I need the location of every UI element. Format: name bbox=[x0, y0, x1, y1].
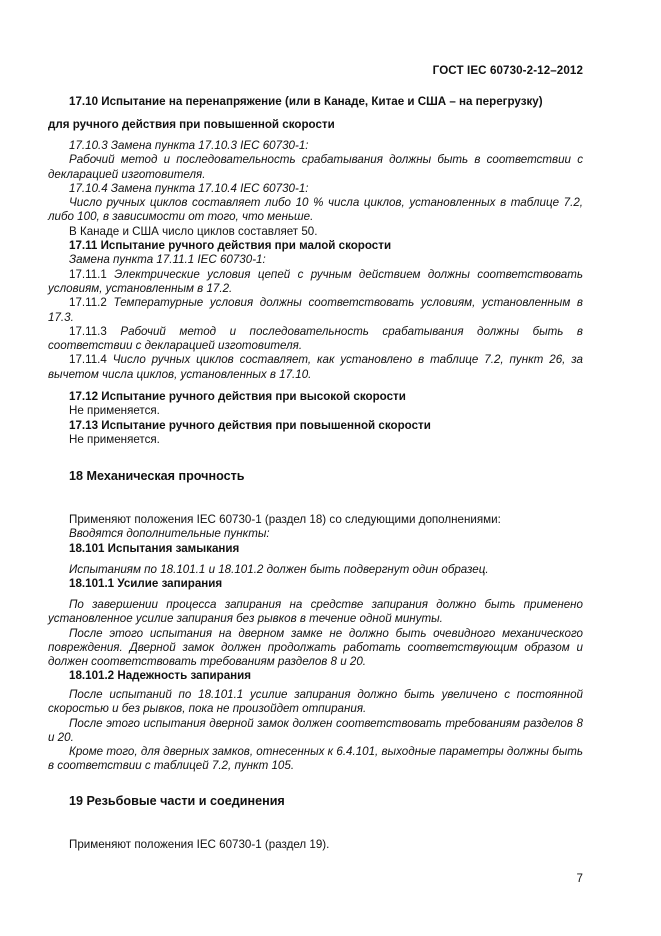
paragraph: По завершении процесса запирания на средстве запирания должно быть применено установленное усилие запирания без рывков в течение одной минуты. bbox=[48, 598, 583, 626]
paragraph: В Канаде и США число циклов составляет 50. bbox=[69, 224, 318, 238]
paragraph-text: Температурные условия должны соответствовать условиям, установленным в 17.3. bbox=[48, 296, 583, 324]
paragraph bbox=[48, 268, 583, 297]
paragraph: Замена пункта 17.11.1 IEC 60730-1: bbox=[69, 253, 266, 267]
paragraph bbox=[48, 325, 583, 354]
document-header-id: ГОСТ IEC 60730-2-12–2012 bbox=[432, 64, 583, 77]
paragraph: Вводятся дополнительные пункты: bbox=[69, 527, 270, 541]
paragraph: Число ручных циклов составляет либо 10 % числа циклов, установленных в таблице 7.2, либо 100, в зависимости от того, что меньше. bbox=[48, 196, 583, 224]
section-17-10-heading-cont bbox=[48, 118, 583, 132]
section-17-10 bbox=[48, 95, 583, 109]
paragraph bbox=[48, 139, 583, 153]
section-18-heading-wrap bbox=[48, 469, 583, 483]
paragraph: После этого испытания на дверном замке не должно быть очевидного механического повреждения. Дверной замок должен продолжать работать соответствующим образом и должен соответствовать требованиям разделов 8 и 20. bbox=[48, 626, 583, 669]
paragraph: Кроме того, для дверных замков, отнесенных к 6.4.101, выходные параметры должны быть в соответствии с таблицей 7.2, пункт 105. bbox=[48, 745, 583, 773]
section-18-101-1-heading: 18.101.1 Усилие запирания bbox=[69, 577, 223, 591]
section-17-12-13 bbox=[48, 390, 583, 447]
paragraph-text: Число ручных циклов составляет, как установлено в таблице 7.2, пункт 26, за вычетом числа циклов, установленных в 17.10. bbox=[48, 353, 583, 381]
paragraph: Применяют положения IEC 60730-1 (раздел 19). bbox=[69, 838, 330, 851]
section-19-heading-wrap bbox=[48, 794, 583, 808]
clause-number: 17.11.2 bbox=[69, 296, 107, 310]
paragraph: Применяют положения IEC 60730-1 (раздел 18) со следующими дополнениями: bbox=[69, 513, 501, 526]
section-17-10-body bbox=[48, 139, 583, 382]
paragraph-text: 17.10.3 Замена пункта 17.10.3 IEC 60730-1: bbox=[69, 139, 309, 152]
section-17-10-heading: 17.10 Испытание на перенапряжение (или в Канаде, Китае и США – на перегрузку) bbox=[69, 95, 543, 108]
section-18-body bbox=[48, 513, 583, 556]
section-18-heading: 18 Механическая прочность bbox=[69, 469, 245, 483]
clause-number: 17.11.3 bbox=[69, 324, 107, 338]
paragraph bbox=[48, 296, 583, 325]
section-17-13-heading: 17.13 Испытание ручного действия при повышенной скорости bbox=[69, 418, 431, 432]
page-number: 7 bbox=[576, 872, 583, 885]
paragraph bbox=[48, 353, 583, 382]
paragraph: Испытаниям по 18.101.1 и 18.101.2 должен быть подвергнут один образец. bbox=[69, 563, 489, 576]
section-19-heading: 19 Резьбовые части и соединения bbox=[69, 794, 285, 808]
section-18-101-2-body bbox=[48, 688, 583, 774]
section-17-10-heading-line2: для ручного действия при повышенной скорости bbox=[48, 118, 335, 131]
section-19-body bbox=[48, 838, 583, 852]
paragraph: После испытаний по 18.101.1 усилие запирания должно быть увеличено с постоянной скоростью и без рывков, пока не произойдет отпирания. bbox=[48, 688, 583, 716]
paragraph: После этого испытания дверной замок должен соответствовать требованиям разделов 8 и 20. bbox=[48, 716, 583, 744]
clause-number: 17.11.1 bbox=[69, 267, 107, 281]
section-18-101-heading: 18.101 Испытания замыкания bbox=[69, 541, 240, 555]
section-17-11-heading: 17.11 Испытание ручного действия при малой скорости bbox=[69, 239, 392, 253]
section-18-101-body bbox=[48, 563, 583, 592]
paragraph: 17.10.4 Замена пункта 17.10.4 IEC 60730-1: bbox=[69, 181, 309, 195]
paragraph-text: Рабочий метод и последовательность срабатывания должны быть в соответствии с декларацией изготовителя. bbox=[48, 324, 583, 353]
section-18-101-2-heading: 18.101.2 Надежность запирания bbox=[69, 669, 252, 683]
section-17-12-heading: 17.12 Испытание ручного действия при высокой скорости bbox=[69, 390, 406, 403]
paragraph: Не применяется. bbox=[69, 404, 160, 418]
clause-number: 17.11.4 bbox=[69, 353, 107, 367]
paragraph: Рабочий метод и последовательность срабатывания должны быть в соответствии с декларацией изготовителя. bbox=[48, 153, 583, 181]
paragraph: Не применяется. bbox=[69, 432, 160, 446]
paragraph-text: Электрические условия цепей с ручным действием должны соответствовать условиям, установленным в 17.2. bbox=[48, 267, 583, 295]
section-18-101-1-body bbox=[48, 598, 583, 684]
